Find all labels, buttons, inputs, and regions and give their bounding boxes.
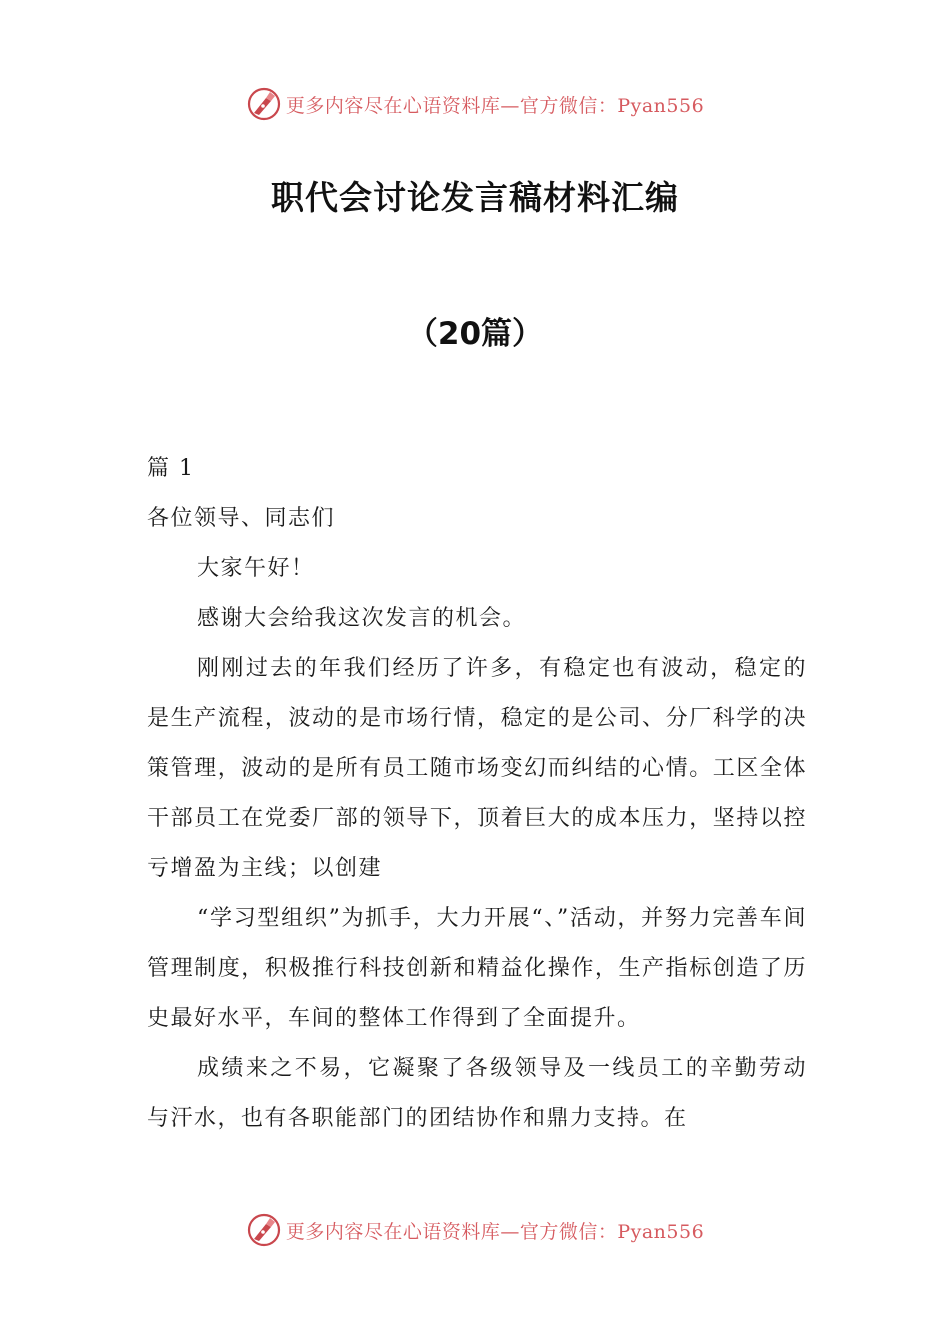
pen-nib-logo-icon <box>246 86 282 122</box>
document-title: 职代会讨论发言稿材料汇编 <box>271 178 679 217</box>
body-paragraph: 刚刚过去的年我们经历了许多，有稳定也有波动，稳定的是生产流程，波动的是市场行情，稳定的是公司、分厂科学的决策管理，波动的是所有员工随市场变幻而纠结的心情。工区全体干部员工在党委厂部的领导下，顶着巨大的成本压力，坚持以控亏增盈为主线；以创建 <box>147 656 807 881</box>
header-banner <box>0 84 950 124</box>
document-subtitle: （20篇） <box>406 316 544 352</box>
footer-banner-text: 更多内容尽在心语资料库—官方微信：Pyan556 <box>285 1220 705 1243</box>
footer-banner <box>0 1210 950 1250</box>
body-paragraph: 成绩来之不易，它凝聚了各级领导及一线员工的辛勤劳动与汗水，也有各职能部门的团结协作和鼎力支持。在 <box>147 1056 807 1131</box>
pen-nib-logo-icon <box>246 1212 282 1248</box>
header-banner-text: 更多内容尽在心语资料库—官方微信：Pyan556 <box>285 94 705 117</box>
body-paragraph: 感谢大会给我这次发言的机会。 <box>197 606 527 631</box>
body-paragraph: “学习型组织”为抓手，大力开展“、”活动，并努力完善车间管理制度，积极推行科技创新和精益化操作，生产指标创造了历史最好水平，车间的整体工作得到了全面提升。 <box>147 906 807 1031</box>
salutation: 各位领导、同志们 <box>147 506 336 531</box>
section-label: 篇 1 <box>147 456 195 481</box>
document-body <box>147 444 807 1144</box>
greeting: 大家午好！ <box>197 556 315 581</box>
